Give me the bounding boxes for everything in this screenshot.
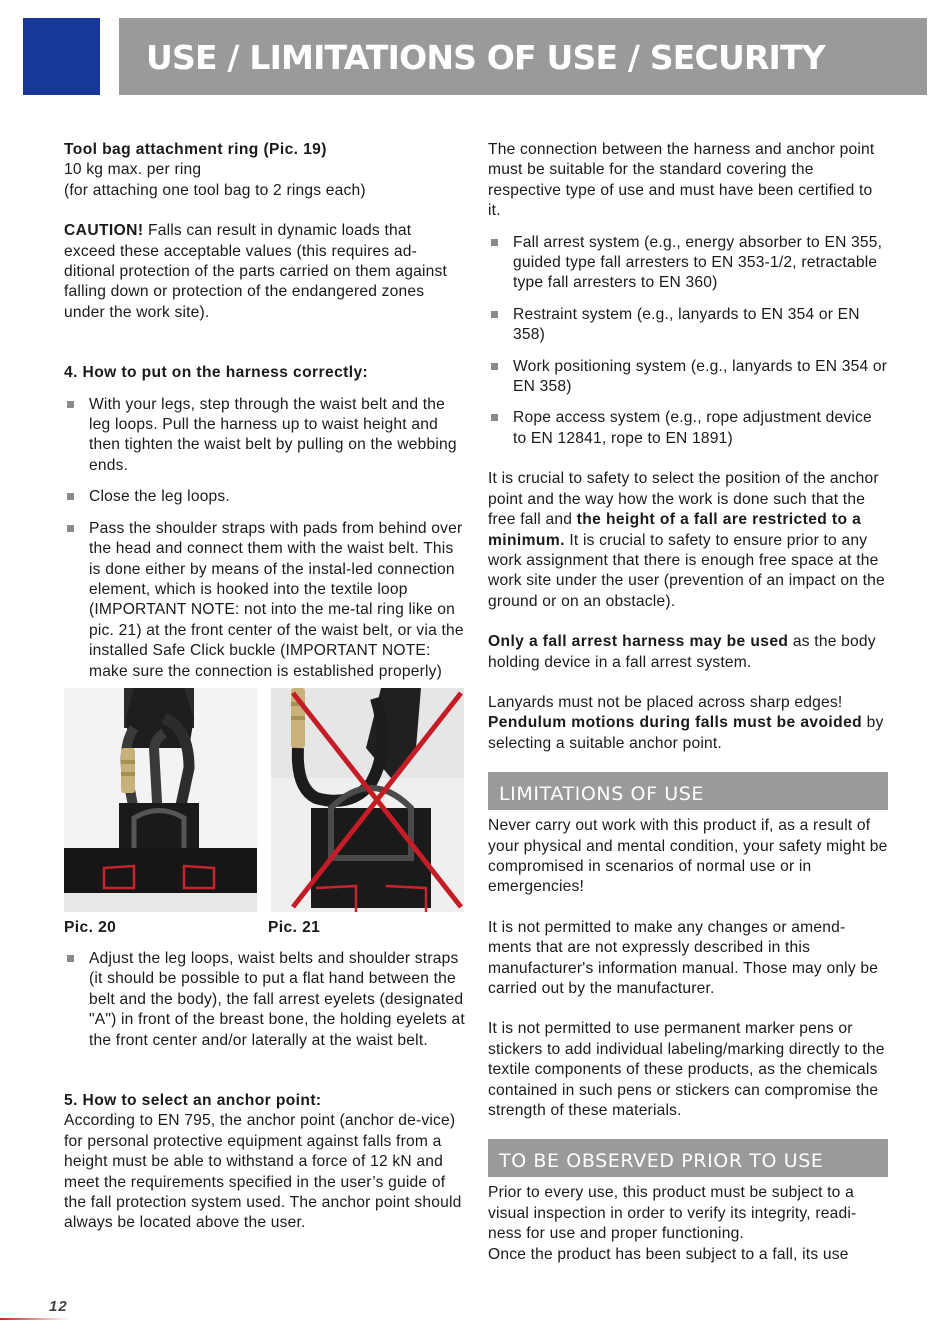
observed-heading-bar — [488, 1139, 888, 1177]
section-5-heading: 5. How to select an anchor point: — [64, 1091, 322, 1109]
section-4-heading: 4. How to put on the harness correctly: — [64, 364, 369, 382]
caution-text: Falls can result in dynamic loads that exceed these acceptable values (this requires ad-ditional protection of the parts carried on them against falling down or protection of the endangered zones under the work site). — [64, 222, 448, 321]
caution-label: CAUTION! — [64, 222, 144, 240]
list-item — [64, 949, 466, 1051]
section-4-list-continued — [64, 949, 466, 1051]
tool-bag-heading: Tool bag attachment ring (Pic. 19) — [64, 141, 327, 158]
list-item — [64, 395, 466, 477]
observed-paragraph-1: Prior to every use, this product must be subject to a visual inspection in order to verify its integrity, readi-ness for use and proper functioning. — [488, 1184, 857, 1243]
section-5-text: According to EN 795, the anchor point (anchor de-vice) for personal protective equipment against falls from a height must be able to withstand a force of 12 kN and meet the requirements specified in the user’s guide of the fall protection system used. The anchor point should always be located above the user. — [64, 1112, 462, 1232]
crucial-paragraph — [488, 469, 888, 612]
limitations-heading-bar — [488, 772, 888, 810]
bullet-icon — [67, 955, 74, 962]
list-item-text: Fall arrest system (e.g., energy absorber to EN 355, guided type fall arresters to EN 353-1/2, retractable type fall arresters to EN 360) — [513, 233, 883, 292]
pic-20-harness-icon — [64, 688, 257, 912]
list-item-text: Rope access system (e.g., rope adjustment device to EN 12841, rope to EN 1891) — [513, 409, 872, 447]
list-item-text: With your legs, step through the waist belt and the leg loops. Pull the harness up to waist height and then tighten the waist belt by pulling on the webbing ends. — [89, 395, 457, 474]
systems-list — [488, 233, 888, 450]
page-title: USE / LIMITATIONS OF USE / SECURITY — [146, 38, 825, 77]
bullet-icon — [491, 239, 498, 246]
bullet-icon — [67, 493, 74, 500]
list-item-text: Pass the shoulder straps with pads from behind over the head and connect them with the waist belt. This is done either by means of the instal-led connection element, which is hooked into the textile loop (IMPORTANT NOTE: not into the me-tal ring like on pic. 21) at the front center of the waist belt, or via the installed Safe Click buckle (IMPORTANT NOTE: make sure the connection is established properly) — [89, 519, 464, 680]
pendulum-text: by selecting a suitable anchor point. — [488, 714, 884, 752]
connection-intro: The connection between the harness and anchor point must be suitable for the standard covering the respective type of use and must have been certified to it. — [488, 141, 875, 220]
pendulum-paragraph — [488, 713, 888, 754]
list-item — [488, 408, 888, 449]
list-item — [488, 357, 888, 398]
bullet-icon — [491, 414, 498, 421]
tool-bag-line-2: (for attaching one tool bag to 2 rings each) — [64, 181, 366, 199]
list-item-text: Close the leg loops. — [89, 488, 230, 506]
only-harness-text: as the body holding device in a fall arrest system. — [488, 633, 876, 671]
pic-20-image — [64, 688, 257, 912]
limitations-heading: LIMITATIONS OF USE — [499, 783, 705, 806]
lanyards-line: Lanyards must not be placed across sharp edges! — [488, 693, 843, 711]
list-item — [64, 487, 466, 507]
observed-heading: TO BE OBSERVED PRIOR TO USE — [499, 1150, 824, 1173]
bullet-icon — [491, 363, 498, 370]
only-harness-bold: Only a fall arrest harness may be used — [488, 633, 789, 651]
pic-21-harness-icon — [271, 688, 464, 912]
bullet-icon — [491, 311, 498, 318]
header-bar — [119, 18, 927, 95]
bullet-icon — [67, 525, 74, 532]
page-number-underline — [0, 1318, 70, 1320]
pendulum-bold: Pendulum motions during falls must be avoided — [488, 714, 863, 732]
section-4-list — [64, 395, 466, 682]
left-column — [64, 140, 466, 1234]
pic-20-label: Pic. 20 — [64, 918, 117, 936]
picture-labels — [64, 918, 466, 938]
pic-21-image — [271, 688, 464, 912]
limitations-paragraph-3: It is not permitted to use permanent marker pens or stickers to add individual labeling/marking directly to the textile components of these products, as the chemicals contained in such pens or stickers can compromise the strength of these materials. — [488, 1020, 885, 1120]
crucial-bold: the height of a fall are restricted to a minimum. — [488, 511, 862, 549]
list-item — [488, 233, 888, 294]
pictures-row — [64, 688, 466, 912]
list-item-text: Work positioning system (e.g., lanyards to EN 354 or EN 358) — [513, 357, 888, 396]
right-column — [488, 140, 888, 1265]
only-harness-paragraph — [488, 632, 888, 673]
crucial-text-2: It is crucial to safety to ensure prior to any work assignment that there is enough free space at the work site under the user (prevention of an impact on the ground or on an obstacle). — [488, 531, 885, 610]
bullet-icon — [67, 401, 74, 408]
list-item — [64, 519, 466, 682]
list-item-text: Restraint system (e.g., lanyards to EN 354 or EN 358) — [513, 305, 860, 344]
pic-21-label: Pic. 21 — [268, 918, 321, 936]
page-number: 12 — [49, 1298, 68, 1315]
list-item-text: Adjust the leg loops, waist belts and shoulder straps (it should be possible to put a flat hand between the belt and the body), the fall arrest eyelets (designated "A") in front of the breast bone, the holding eyelets at the front center and/or laterally at the waist belt. — [89, 949, 465, 1049]
tool-bag-line-1: 10 kg max. per ring — [64, 161, 202, 179]
header-accent-block — [23, 18, 100, 95]
observed-paragraph-2: Once the product has been subject to a fall, its use — [488, 1245, 849, 1263]
crucial-text-1: It is crucial to safety to select the position of the anchor point and the way how the work is done such that the free fall and — [488, 470, 879, 529]
limitations-paragraph-1: Never carry out work with this product if, as a result of your physical and mental condition, your safety might be compromised in scenarios of normal use or in emergencies! — [488, 817, 888, 896]
list-item — [488, 305, 888, 346]
limitations-paragraph-2: It is not permitted to make any changes or amend-ments that are not expressly described in this manufacturer's information manual. Those may only be carried out by the manufacturer. — [488, 918, 879, 997]
caution-paragraph — [64, 221, 466, 323]
